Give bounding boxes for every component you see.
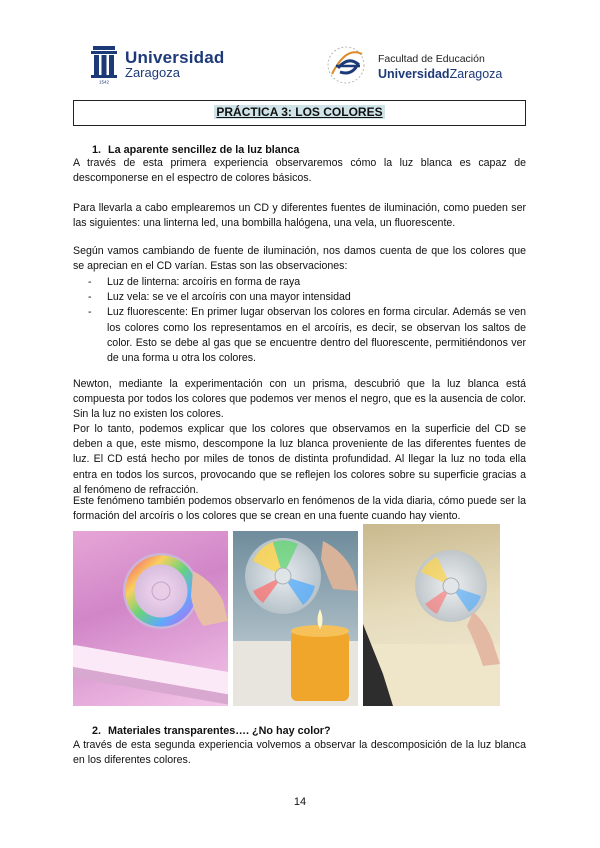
faculty-university-name: UniversidadZaragoza <box>378 67 503 81</box>
section-2-heading: 2. Materiales transparentes…. ¿No hay color? <box>92 725 331 737</box>
section-1-paragraph-6: Este fenómeno también podemos observarlo en fenómenos de la vida diaria, cómo puede ser la formación del arcoíris o los colores que se crean en una fuente cuando hay viento. <box>73 495 526 523</box>
page-number: 14 <box>293 796 307 808</box>
section-1-paragraph-4: Newton, mediante la experimentación con un prisma, descubrió que la luz blanca está compuesta por todos los colores que podemos ver menos el negro, que es la ausencia de color. Sin la luz no existen los colores. <box>73 378 526 421</box>
faculty-logo <box>322 44 503 88</box>
university-logo <box>91 46 225 88</box>
observations-list <box>88 275 526 366</box>
section-1-paragraph-1: A través de esta primera experiencia observaremos cómo la luz blanca es capaz de descomponerse en el espectro de colores básicos. <box>73 157 526 185</box>
list-item: - Luz fluorescente: En primer lugar observan los colores en forma circular. Además se ven los colores como los representamos en el arcoíris, es decir, se observan los saltos de color. Esto se debe al gas que se encuentre dentro del fluorescente, permitiéndonos ver de una forma u otra los colores. <box>88 306 526 365</box>
cd-lamp-photo <box>363 524 500 706</box>
university-name-line2: Zaragoza <box>125 65 180 80</box>
section-1-heading: 1. La aparente sencillez de la luz blanca <box>92 144 300 156</box>
list-item: - Luz vela: se ve el arcoíris con una mayor intensidad <box>88 291 351 304</box>
university-crest-icon <box>91 46 117 84</box>
faculty-e-emblem-icon <box>322 44 370 86</box>
section-2-paragraph-1: A través de esta segunda experiencia volvemos a observar la descomposición de la luz blanca en los diferentes colores. <box>73 739 526 767</box>
page-title-box <box>73 100 526 126</box>
university-name-line1: Universidad <box>125 48 225 67</box>
list-item: - Luz de linterna: arcoíris en forma de raya <box>88 276 301 288</box>
svg-text:1542: 1542 <box>98 79 110 84</box>
section-1-paragraph-3: Según vamos cambiando de fuente de iluminación, nos damos cuenta de que los colores que se aprecian en el CD varían. Estas son las observaciones: <box>73 245 526 273</box>
section-1-paragraph-5: Por lo tanto, podemos explicar que los colores que observamos en la superficie del CD se deben a que, este mismo, descompone la luz blanca proveniente de las diferentes fuentes de luz. El CD está hecho por miles de tonos de distinta profundidad. Al llegar la luz no toda ella entra en todos los surcos, provocando que se reflejen los colores sobre su superficie gracias a al fenómeno de refracción. <box>73 423 526 496</box>
page-title: PRÁCTICA 3: LOS COLORES <box>216 105 383 119</box>
cd-fluorescent-photo <box>73 531 228 706</box>
cd-candle-photo <box>233 531 358 706</box>
faculty-name: Facultad de Educación <box>378 53 485 65</box>
section-1-paragraph-2: Para llevarla a cabo emplearemos un CD y diferentes fuentes de iluminación, como pueden ser las siguientes: una linterna led, una bombilla halógena, una vela, un fluorescente. <box>73 202 526 230</box>
